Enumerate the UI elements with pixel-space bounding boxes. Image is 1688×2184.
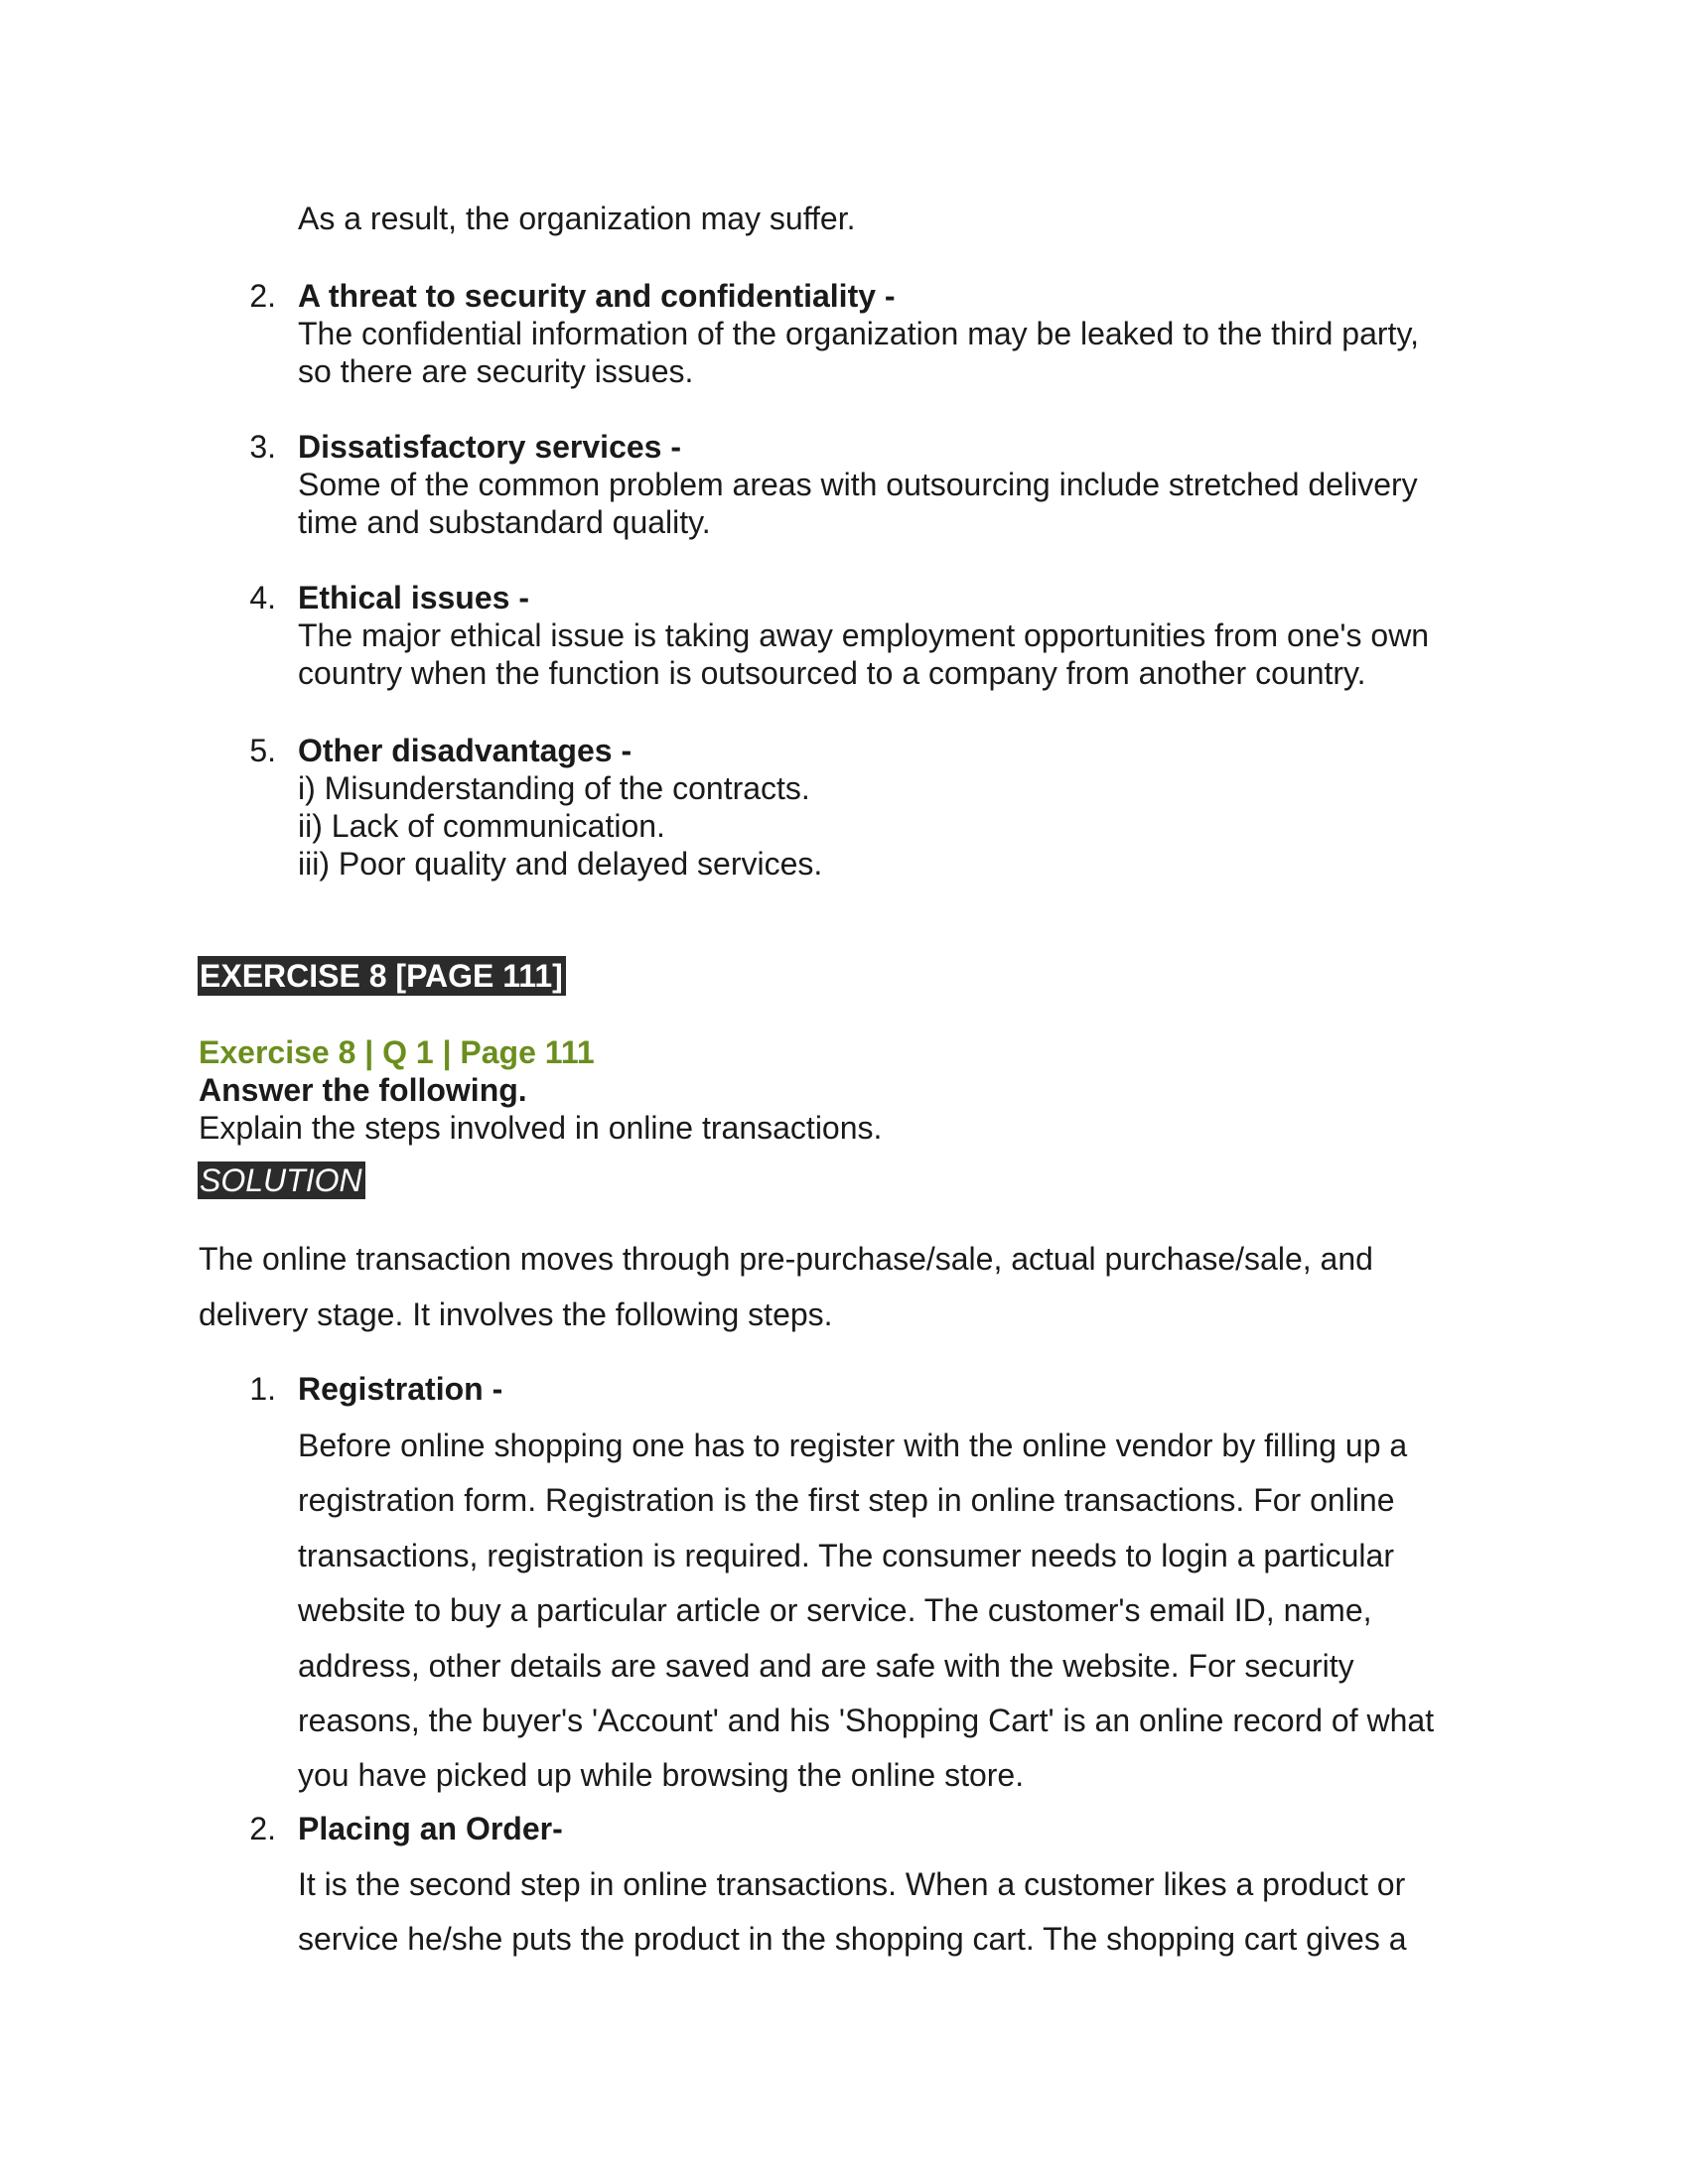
- list-number: 4.: [249, 580, 276, 615]
- exercise-heading: EXERCISE 8 [PAGE 111]: [198, 956, 566, 996]
- solution-intro-line: delivery stage. It involves the following steps.: [199, 1297, 833, 1332]
- step-text: Before online shopping one has to register with the online vendor by filling up a: [298, 1428, 1408, 1463]
- step-title: Registration -: [298, 1371, 503, 1407]
- step-text: transactions, registration is required. The consumer needs to login a particular: [298, 1538, 1394, 1573]
- step-text: website to buy a particular article or service. The customer's email ID, name,: [298, 1592, 1372, 1628]
- step-text: address, other details are saved and are safe with the website. For security: [298, 1648, 1354, 1684]
- list-item-text: The major ethical issue is taking away employment opportunities from one's own: [298, 617, 1430, 653]
- step-title: Placing an Order-: [298, 1811, 563, 1846]
- question-prompt: Explain the steps involved in online transactions.: [199, 1110, 883, 1146]
- step-text: service he/she puts the product in the shopping cart. The shopping cart gives a: [298, 1921, 1407, 1957]
- continuation-text: As a result, the organization may suffer.: [298, 201, 856, 236]
- solution-label: SOLUTION: [198, 1161, 365, 1199]
- list-number: 3.: [249, 429, 276, 465]
- list-number: 2.: [249, 278, 276, 314]
- step-text: registration form. Registration is the first step in online transactions. For online: [298, 1482, 1395, 1518]
- list-item-text: ii) Lack of communication.: [298, 808, 665, 844]
- list-item-text: The confidential information of the organization may be leaked to the third party,: [298, 316, 1419, 351]
- step-text: you have picked up while browsing the online store.: [298, 1757, 1025, 1793]
- step-text: It is the second step in online transactions. When a customer likes a product or: [298, 1866, 1406, 1902]
- list-number: 5.: [249, 733, 276, 768]
- list-number: 1.: [249, 1371, 276, 1407]
- list-item-text: iii) Poor quality and delayed services.: [298, 846, 823, 882]
- list-item-text: country when the function is outsourced to a company from another country.: [298, 655, 1366, 691]
- list-item-text: Some of the common problem areas with outsourcing include stretched delivery: [298, 467, 1418, 502]
- list-item-title: Dissatisfactory services -: [298, 429, 681, 465]
- step-text: reasons, the buyer's 'Account' and his 'Shopping Cart' is an online record of what: [298, 1703, 1435, 1738]
- solution-intro-line: The online transaction moves through pre-purchase/sale, actual purchase/sale, and: [199, 1241, 1373, 1277]
- list-item-text: time and substandard quality.: [298, 504, 711, 540]
- list-item-text: so there are security issues.: [298, 353, 694, 389]
- list-item-text: i) Misunderstanding of the contracts.: [298, 770, 810, 806]
- question-reference: Exercise 8 | Q 1 | Page 111: [199, 1034, 595, 1070]
- list-item-title: A threat to security and confidentiality -: [298, 278, 896, 314]
- list-item-title: Other disadvantages -: [298, 733, 633, 768]
- list-number: 2.: [249, 1811, 276, 1846]
- question-instruction: Answer the following.: [199, 1072, 527, 1108]
- list-item-title: Ethical issues -: [298, 580, 529, 615]
